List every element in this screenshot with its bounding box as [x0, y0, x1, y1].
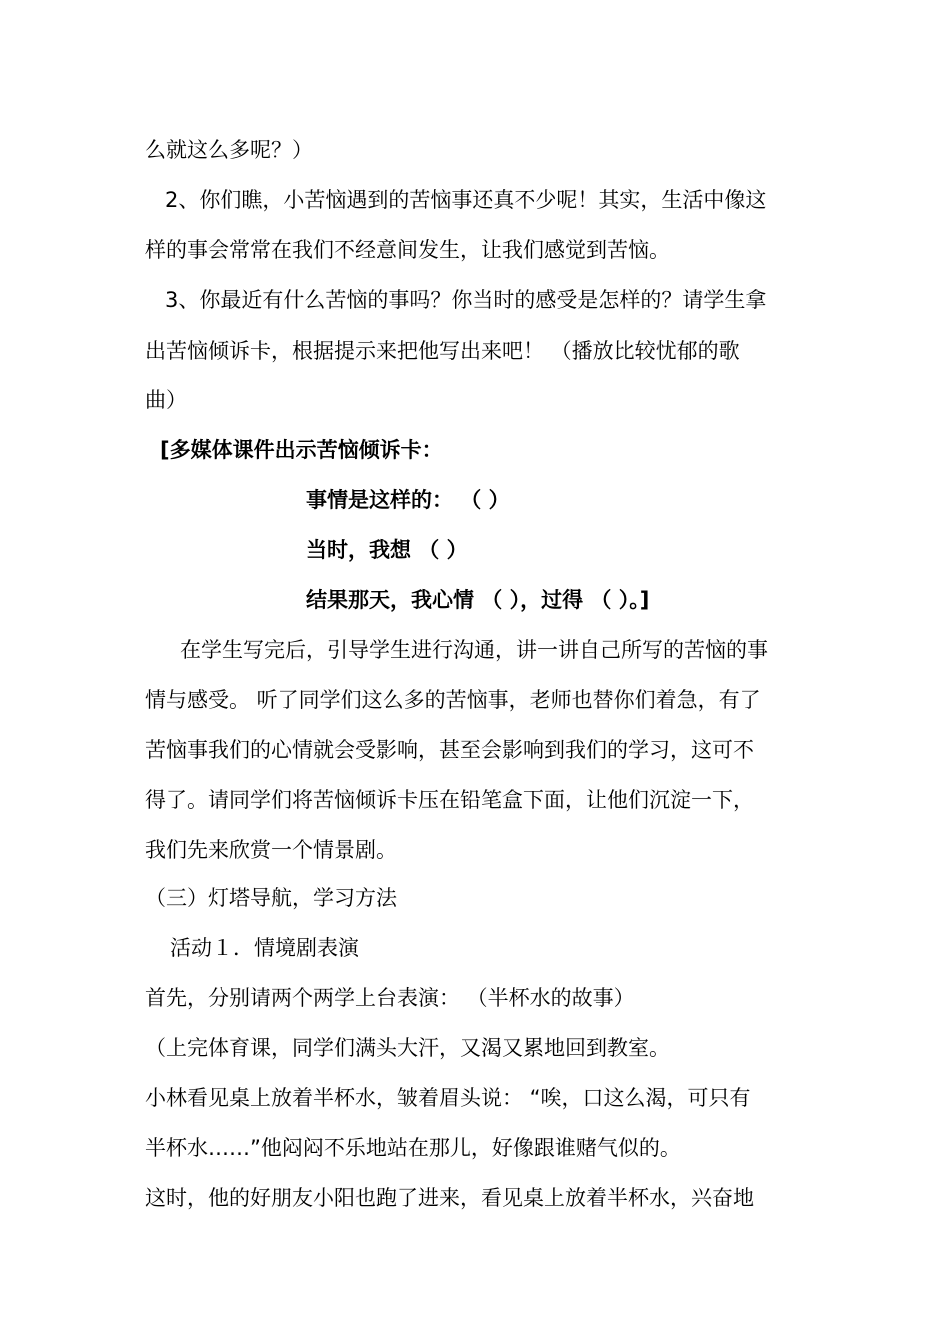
card-heading: [多媒体课件出示苦恼倾诉卡： — [160, 438, 443, 462]
card-prompt-line: 当时，我想 （ ） — [306, 538, 468, 562]
card-prompt-line: 结果那天，我心情 （ ），过得 （ ）。] — [306, 588, 650, 612]
text-line: 曲） — [145, 388, 187, 412]
text-line: 小林看见桌上放着半杯水，皱着眉头说： “唉，口这么渴，可只有 — [145, 1086, 751, 1110]
text-line: 出苦恼倾诉卡，根据提示来把他写出来吧！ （播放比较忧郁的歌 — [145, 339, 740, 363]
text-line: 3、你最近有什么苦恼的事吗？你当时的感受是怎样的？请学生拿 — [165, 288, 767, 312]
text-line: 2、你们瞧，小苦恼遇到的苦恼事还真不少呢！其实，生活中像这 — [165, 188, 767, 212]
text-line: 我们先来欣赏一个情景剧。 — [145, 838, 397, 862]
text-line: （上完体育课，同学们满头大汗，又渴又累地回到教室。 — [145, 1036, 670, 1060]
text-line: 在学生写完后，引导学生进行沟通，讲一讲自己所写的苦恼的事 — [180, 638, 768, 662]
activity-heading: 活动１．情境剧表演 — [170, 936, 359, 960]
text-line: 情与感受。 听了同学们这么多的苦恼事，老师也替你们着急，有了 — [145, 688, 761, 712]
text-line: 苦恼事我们的心情就会受影响，甚至会影响到我们的学习，这可不 — [145, 738, 754, 762]
section-heading: （三）灯塔导航，学习方法 — [145, 886, 397, 910]
text-line: 这时，他的好朋友小阳也跑了进来，看见桌上放着半杯水，兴奋地 — [145, 1186, 754, 1210]
card-prompt-line: 事情是这样的： （ ） — [306, 488, 510, 512]
text-line: 半杯水……”他闷闷不乐地站在那儿，好像跟谁赌气似的。 — [145, 1136, 681, 1160]
text-line: 样的事会常常在我们不经意间发生，让我们感觉到苦恼。 — [145, 238, 670, 262]
text-line: 首先，分别请两个两学上台表演： （半杯水的故事） — [145, 986, 635, 1010]
text-line: 么就这么多呢？） — [145, 138, 313, 162]
text-line: 得了。请同学们将苦恼倾诉卡压在铅笔盒下面，让他们沉淀一下， — [145, 788, 754, 812]
